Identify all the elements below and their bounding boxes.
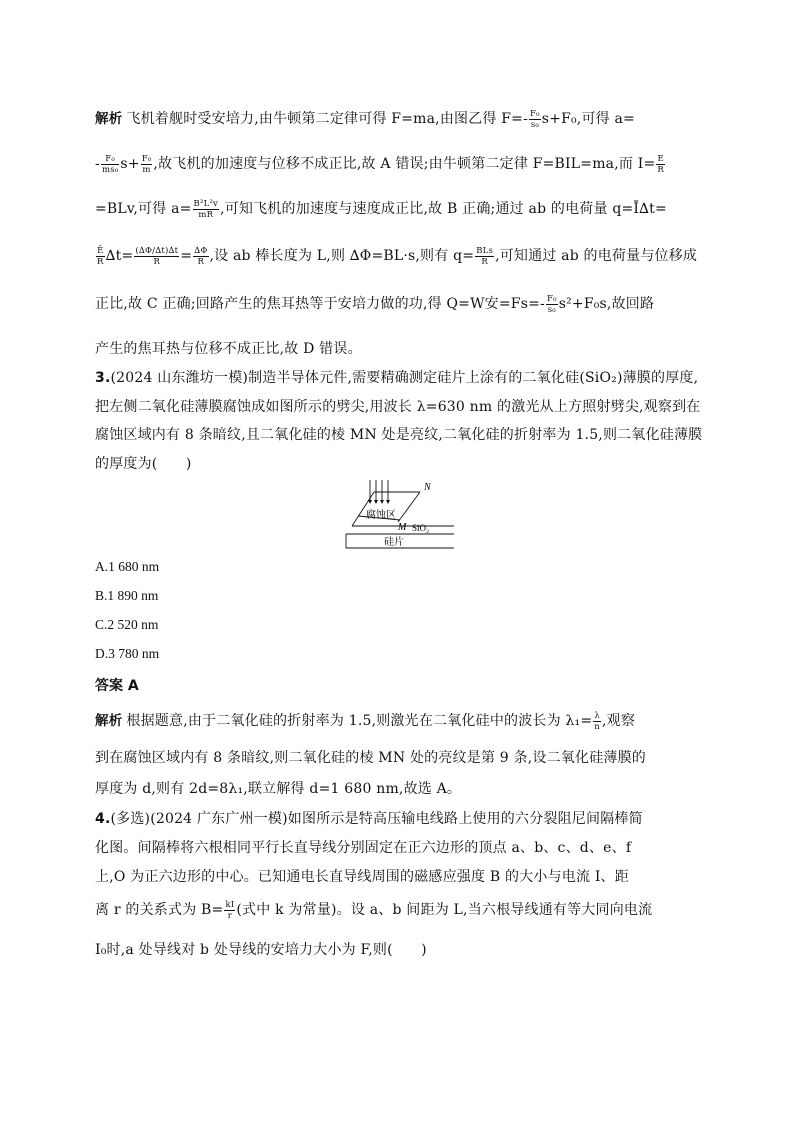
- q4-line-3: 上,O 为正六边形的中心。已知通电长直导线周围的磁感应强度 B 的大小与电流 I、距: [95, 869, 629, 885]
- option-a: A.1 680 nm: [95, 559, 160, 574]
- fraction: $\frac{\text{B²L²v}}{mR}$: [193, 198, 219, 220]
- q4-line-5: I₀时,a 处导线对 b 处导线的安培力大小为 F,则( ): [95, 942, 427, 958]
- fraction: $\frac{\Delta\Phi}{R}$: [194, 245, 208, 267]
- question-number: 4.: [95, 811, 111, 827]
- question-number: 3.: [95, 370, 111, 386]
- analysis-label: 解析: [95, 713, 123, 729]
- fraction: $\frac{Ē}{R}$: [97, 245, 104, 267]
- q3-analysis-line-3: 厚度为 d,则有 2d=8λ₁,联立解得 d=1 680 nm,故选 A。: [95, 781, 462, 797]
- arrow-head: [380, 500, 384, 504]
- q4-line-1: 4.(多选)(2024 广东广州一模)如图所示是特高压输电线路上使用的六分裂阻尼间隔棒简: [95, 811, 643, 827]
- fraction: $\frac{\text{F₀}}{\text{s₀}}$: [546, 293, 557, 315]
- fraction: $\frac{(\Delta\Phi/\Delta t)\Delta t}{R}$: [135, 245, 179, 267]
- q2-analysis-line-4: $\frac{Ē}{R}$ ∆t= $\frac{(\Delta\Phi/\Delta t)\Delta t}{R}$ = $\frac{\Delta\Phi}{R}$ ,设 ab 棒长度为 L,则 ∆Φ=BL·s,则有 q= $\frac{\text{BLs}}{R}$ ,可知通过 ab 的电荷量与位移成: [97, 245, 698, 267]
- q2-analysis-line-1: 解析 飞机着舰时受安培力,由牛顿第二定律可得 F=ma,由图乙得 F=- $\frac{\text{F₀}}{\text{s₀}}$ s+F₀,可得 a=: [95, 108, 635, 130]
- option-c: C.2 520 nm: [95, 617, 159, 632]
- label-m: M: [398, 522, 407, 533]
- label-wafer: 硅片: [384, 537, 404, 548]
- arrow-head: [386, 500, 390, 504]
- wedge-figure: [340, 478, 456, 552]
- fraction: $\frac{\text{F₀}}{m}$: [141, 153, 152, 175]
- q4-line-4: 离 r 的关系式为 B= $\frac{kI}{r}$ (式中 k 为常量)。设 a、b 间距为 L,当六根导线通有等大同向电流: [95, 899, 653, 921]
- option-b: B.1 890 nm: [95, 588, 159, 603]
- option-d: D.3 780 nm: [95, 646, 160, 661]
- answer: 答案 A: [95, 678, 139, 694]
- fraction: $\frac{kI}{r}$: [225, 899, 235, 921]
- analysis-label: 解析: [95, 111, 123, 127]
- label-n: N: [424, 482, 431, 493]
- label-etch-region: 腐蚀区: [366, 510, 396, 521]
- q2-analysis-line-5: 正比,故 C 正确;回路产生的焦耳热等于安培力做的功,得 Q=W安=Fs=- $\frac{\text{F₀}}{\text{s₀}}$ s²+F₀s,故回路: [95, 293, 655, 315]
- q2-analysis-line-3: =BLv,可得 a= $\frac{\text{B²L²v}}{mR}$ ,可知飞机的加速度与速度成正比,故 B 正确;通过 ab 的电荷量 q=Ī∆t=: [95, 198, 667, 220]
- fraction: $\frac{\text{BLs}}{R}$: [476, 245, 494, 267]
- q2-analysis-line-6: 产生的焦耳热与位移不成正比,故 D 错误。: [95, 341, 362, 357]
- q4-line-2: 化图。间隔棒将六根相同平行长直导线分别固定在正六边形的顶点 a、b、c、d、e、f: [95, 840, 632, 856]
- q3-analysis-line-1: 解析 根据题意,由于二氧化硅的折射率为 1.5,则激光在二氧化硅中的波长为 λ₁= $\frac{\lambda}{n}$ ,观察: [95, 710, 636, 732]
- q3-analysis-line-2: 到在腐蚀区域内有 8 条暗纹,则二氧化硅的棱 MN 处的亮纹是第 9 条,设二氧化硅薄膜的: [95, 750, 646, 766]
- fraction: $\frac{\text{F₀}}{\text{ms₀}}$: [101, 153, 119, 175]
- fraction: $\frac{E}{R}$: [657, 153, 664, 175]
- arrow-head: [374, 500, 378, 504]
- fraction: $\frac{\lambda}{n}$: [594, 710, 600, 732]
- q3-stem: 3.(2024 山东潍坊一模)制造半导体元件,需要精确测定硅片上涂有的二氧化硅(SiO₂)薄膜的厚度,把左侧二氧化硅薄膜腐蚀成如图所示的劈尖,用波长 λ=630 nm 的激光从上方照射劈尖,观察到在腐蚀区域内有 8 条暗纹,且二氧化硅的棱 MN 处是亮纹,二氧化硅的折射率为 1.5,则二氧化硅薄膜的厚度为( ): [95, 370, 703, 472]
- arrow-head: [368, 500, 372, 504]
- label-sio2: SiO₂: [412, 523, 430, 533]
- q2-analysis-line-2: - $\frac{\text{F₀}}{\text{ms₀}}$ s+ $\frac{\text{F₀}}{m}$ ,故飞机的加速度与位移不成正比,故 A 错误;由牛顿第二定律 F=BIL=ma,而 I= $\frac{E}{R}$: [95, 153, 664, 175]
- fraction: $\frac{\text{F₀}}{\text{s₀}}$: [530, 108, 540, 130]
